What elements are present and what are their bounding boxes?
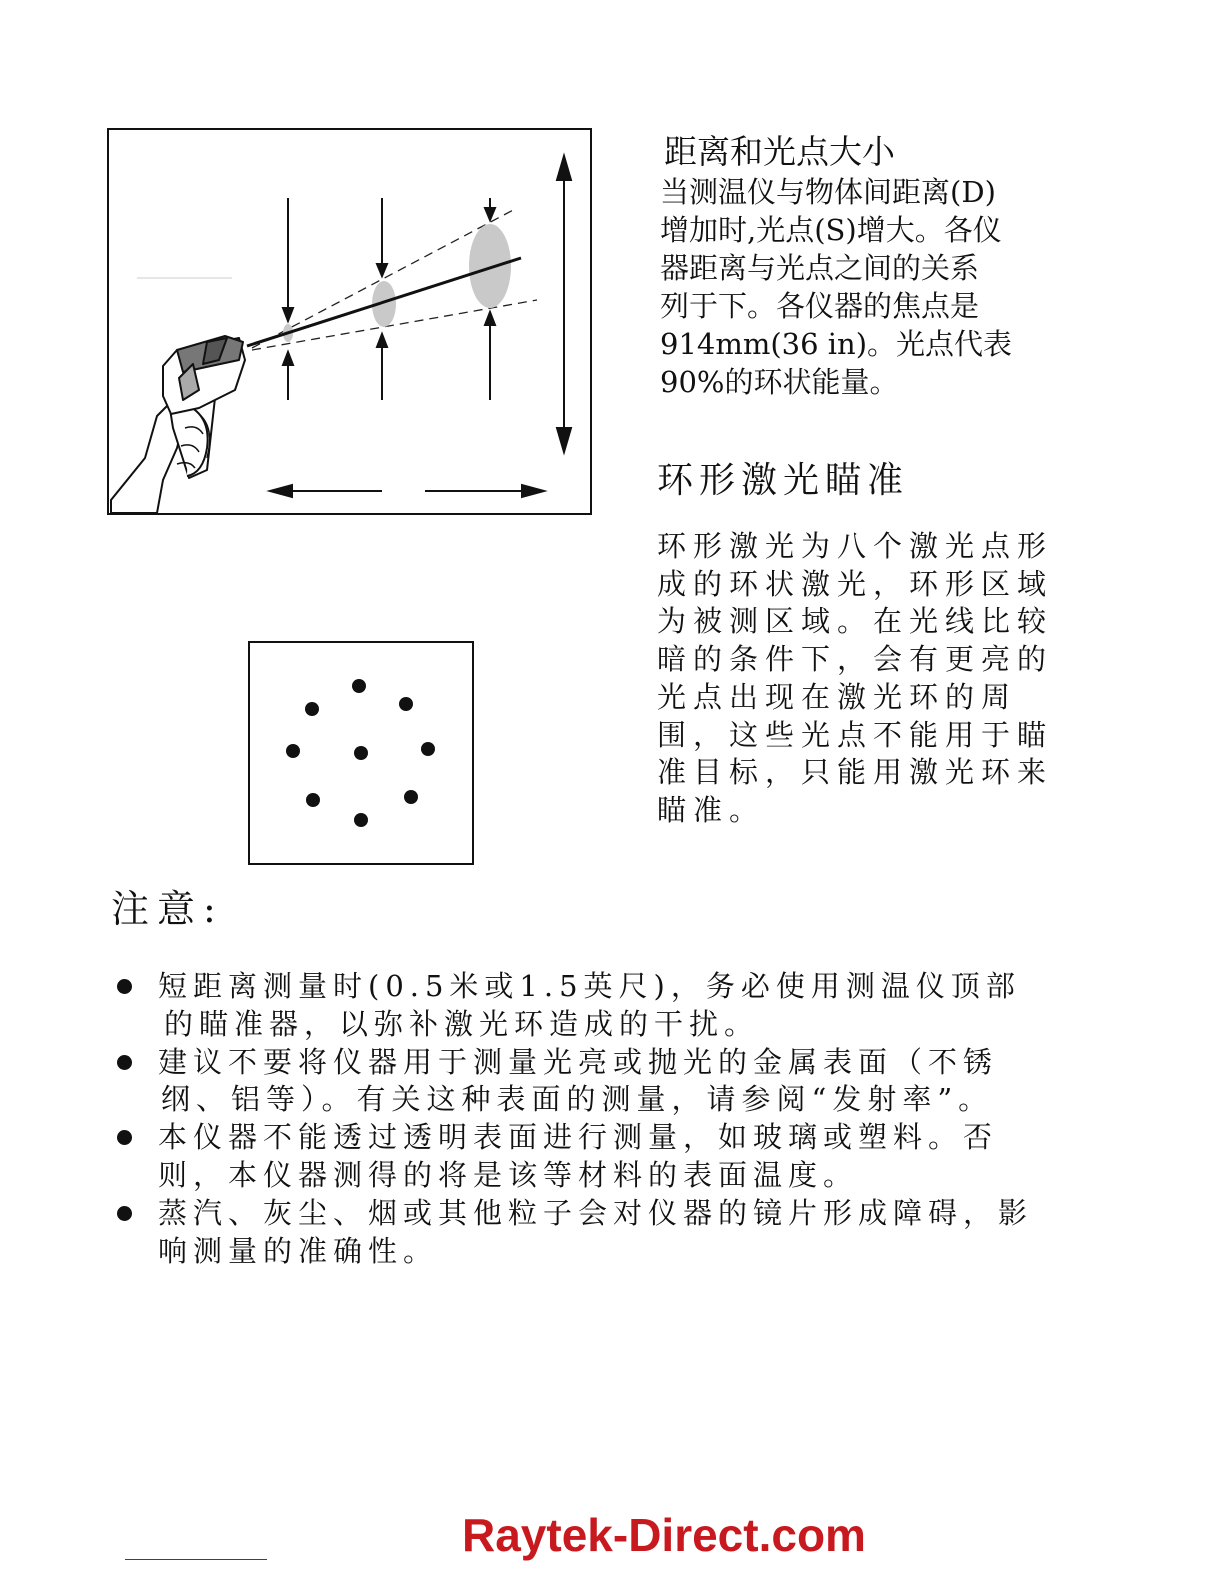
- footer-divider: [125, 1559, 267, 1560]
- spot-size-title: 距离和光点大小: [664, 132, 895, 171]
- paragraph-line: 暗的条件下，会有更亮的: [657, 642, 1054, 677]
- laser-dot: [399, 697, 413, 711]
- laser-center-dot: [354, 746, 368, 760]
- list-item: 本仪器不能透过透明表面进行测量，如玻璃或塑料。否 则，本仪器测得的将是该等材料的表面温度。: [112, 1119, 1112, 1195]
- paragraph-line: 914mm(36 in)。光点代表: [660, 327, 1013, 361]
- spot-size-paragraph: [660, 173, 1080, 401]
- list-item: 短距离测量时(0.5米或1.5英尺)，务必使用测温仪顶部 的瞄准器，以弥补激光环造成的干扰。: [112, 968, 1112, 1044]
- paragraph-line: 准目标，只能用激光环来: [657, 755, 1054, 790]
- laser-dot: [421, 742, 435, 756]
- laser-dot: [354, 813, 368, 827]
- paragraph-line: 光点出现在激光环的周: [657, 679, 1018, 714]
- bullet-icon: [117, 1055, 132, 1070]
- paragraph-line: 成的环状激光，环形区域: [657, 566, 1054, 601]
- distance-spot-figure: [107, 128, 592, 515]
- laser-circle-figure: [248, 641, 474, 865]
- bullet-icon: [117, 979, 132, 994]
- laser-aiming-title: 环形激光瞄准: [657, 460, 910, 501]
- laser-dot: [352, 679, 366, 693]
- paragraph-line: 90%的环状能量。: [660, 365, 899, 399]
- paragraph-line: 器距离与光点之间的关系: [660, 251, 980, 285]
- brand-link[interactable]: Raytek-Direct.com: [462, 1509, 866, 1561]
- paragraph-line: 增加时,光点(S)增大。各仪: [660, 213, 1002, 247]
- laser-dot: [305, 702, 319, 716]
- bullet-icon: [117, 1130, 132, 1145]
- laser-aiming-paragraph: [657, 528, 1097, 830]
- notes-title: 注意:: [111, 887, 224, 931]
- paragraph-line: 当测温仪与物体间距离(D): [660, 175, 996, 209]
- paragraph-line: 围，这些光点不能用于瞄: [657, 717, 1054, 752]
- laser-dot: [286, 744, 300, 758]
- list-item: 蒸汽、灰尘、烟或其他粒子会对仪器的镜片形成障碍，影 响测量的准确性。: [112, 1195, 1112, 1271]
- bullet-icon: [117, 1206, 132, 1221]
- paragraph-line: 列于下。各仪器的焦点是: [660, 289, 980, 323]
- list-item: 建议不要将仪器用于测量光亮或抛光的金属表面（不锈 纲、铝等）。有关这种表面的测量，请参阅“发射率”。: [112, 1044, 1112, 1120]
- paragraph-line: 为被测区域。在光线比较: [657, 604, 1054, 639]
- laser-dot: [306, 793, 320, 807]
- notes-list: [112, 968, 1112, 1270]
- far-spot: [469, 224, 511, 308]
- paragraph-line: 瞄准。: [657, 792, 766, 827]
- laser-dot: [404, 790, 418, 804]
- paragraph-line: 环形激光为八个激光点形: [657, 529, 1054, 563]
